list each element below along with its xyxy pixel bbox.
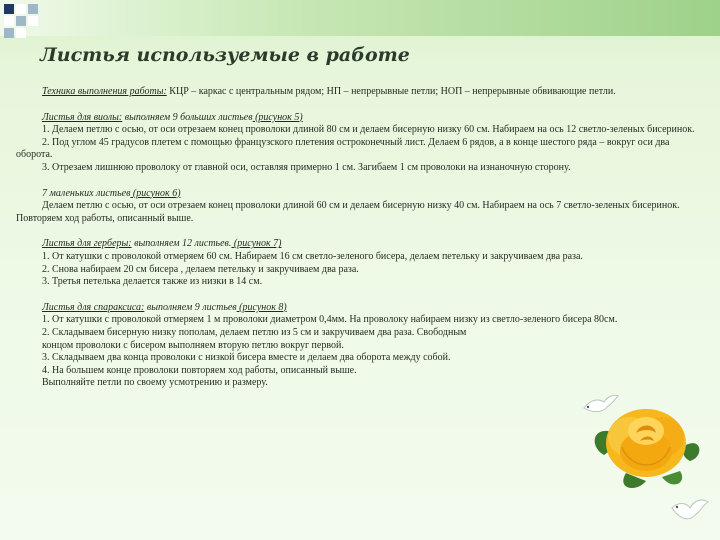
instruction-line: 2. Снова набираем 20 см бисера , делаем петельку и закручиваем два раза. — [42, 263, 359, 275]
section-subtitle: выполняем 9 листьев — [144, 301, 237, 313]
instruction-line: Выполняйте петли по своему усмотрению и размеру. — [42, 377, 268, 389]
instruction-line: 4. На большем конце проволоки повторяем ход работы, описанный выше. — [42, 364, 357, 376]
section-heading: Листья для виолы: — [42, 111, 123, 123]
instruction-line: 3. Отрезаем лишнюю проволоку от главной оси, оставляя примерно 1 см. Загибаем 1 см проволоки на изнаночную сторону. — [42, 161, 571, 173]
figure-reference: (рисунок 7) — [231, 238, 282, 250]
section-sparaxis — [16, 302, 706, 390]
section-subtitle: выполняем 12 листьев. — [131, 238, 232, 250]
instruction-line: 3. Третья петелька делается также из низки в 14 см. — [42, 276, 263, 288]
technique-heading: Техника выполнения работы: — [42, 86, 167, 97]
instruction-line: 1. Делаем петлю с осью, от оси отрезаем конец проволоки длиной 80 см и делаем бисерную низку 60 см. Набираем на ось 12 светло-зеленых бисеринок. — [42, 124, 695, 136]
section-heading: Листья для спараксиса: — [42, 301, 145, 313]
figure-reference: (рисунок 6) — [130, 187, 181, 199]
instruction-line: 3. Складываем два конца проволоки с низкой бисера вместе и делаем два оборота между собой. — [42, 352, 451, 364]
section-subtitle: 7 маленьких листьев — [42, 187, 131, 199]
section-small-leaves — [16, 188, 706, 226]
technique-text: КЦР – каркас с центральным рядом; НП – непрерывные петли; НОП – непрерывные обвивающие петли. — [166, 86, 616, 97]
instruction-line: Делаем петлю с осью, от оси отрезаем конец проволоки длиной 60 см и делаем бисерную низку 40 см. Набираем на ось 7 светло-зеленых бисеринок. Повторяем ход работы, описанный выше. — [16, 200, 680, 224]
section-heading: Листья для герберы: — [42, 238, 132, 250]
technique-block — [16, 86, 706, 99]
figure-reference: (рисунок 8) — [236, 301, 287, 313]
section-gerbera — [16, 238, 706, 288]
figure-reference: (рисунок 5) — [252, 111, 303, 123]
section-heading-line — [16, 238, 706, 251]
instruction-line: 2. Под углом 45 градусов плетем с помощью французского плетения остроконечный лист. Делаем 6 рядов, а в конце шестого ряда – вокруг оси два оборота. — [16, 136, 670, 161]
dove-clipart — [670, 496, 710, 526]
instruction-line: 1. От катушки с проволокой отмеряем 60 см. Набираем 16 см светло-зеленого бисера, делаем петельку и закручиваем два раза. — [42, 250, 583, 262]
technique-paragraph — [16, 86, 706, 99]
corner-squares-decoration — [0, 0, 48, 44]
instruction-line: концом проволоки с бисером выполняем вторую петлю вокруг первой. — [42, 339, 344, 351]
slide-content — [16, 86, 706, 403]
section-heading-line — [16, 188, 706, 201]
section-heading-line — [16, 302, 706, 315]
section-subtitle: выполняем 9 больших листьев — [122, 111, 253, 123]
section-viola — [16, 112, 706, 175]
page-title: Листья используемые в работе — [40, 44, 410, 66]
section-heading-line — [16, 112, 706, 125]
header-band — [0, 0, 720, 36]
instruction-line: 1. От катушки с проволокой отмеряем 1 м проволоки диаметром 0,4мм. На проволоку набираем низку из светло-зеленого бисера 80см. — [42, 314, 618, 326]
instruction-line: 2. Складываем бисерную низку пополам, делаем петлю из 5 см и закручиваем два раза. Свободным — [42, 326, 467, 338]
rose-clipart — [586, 385, 706, 495]
